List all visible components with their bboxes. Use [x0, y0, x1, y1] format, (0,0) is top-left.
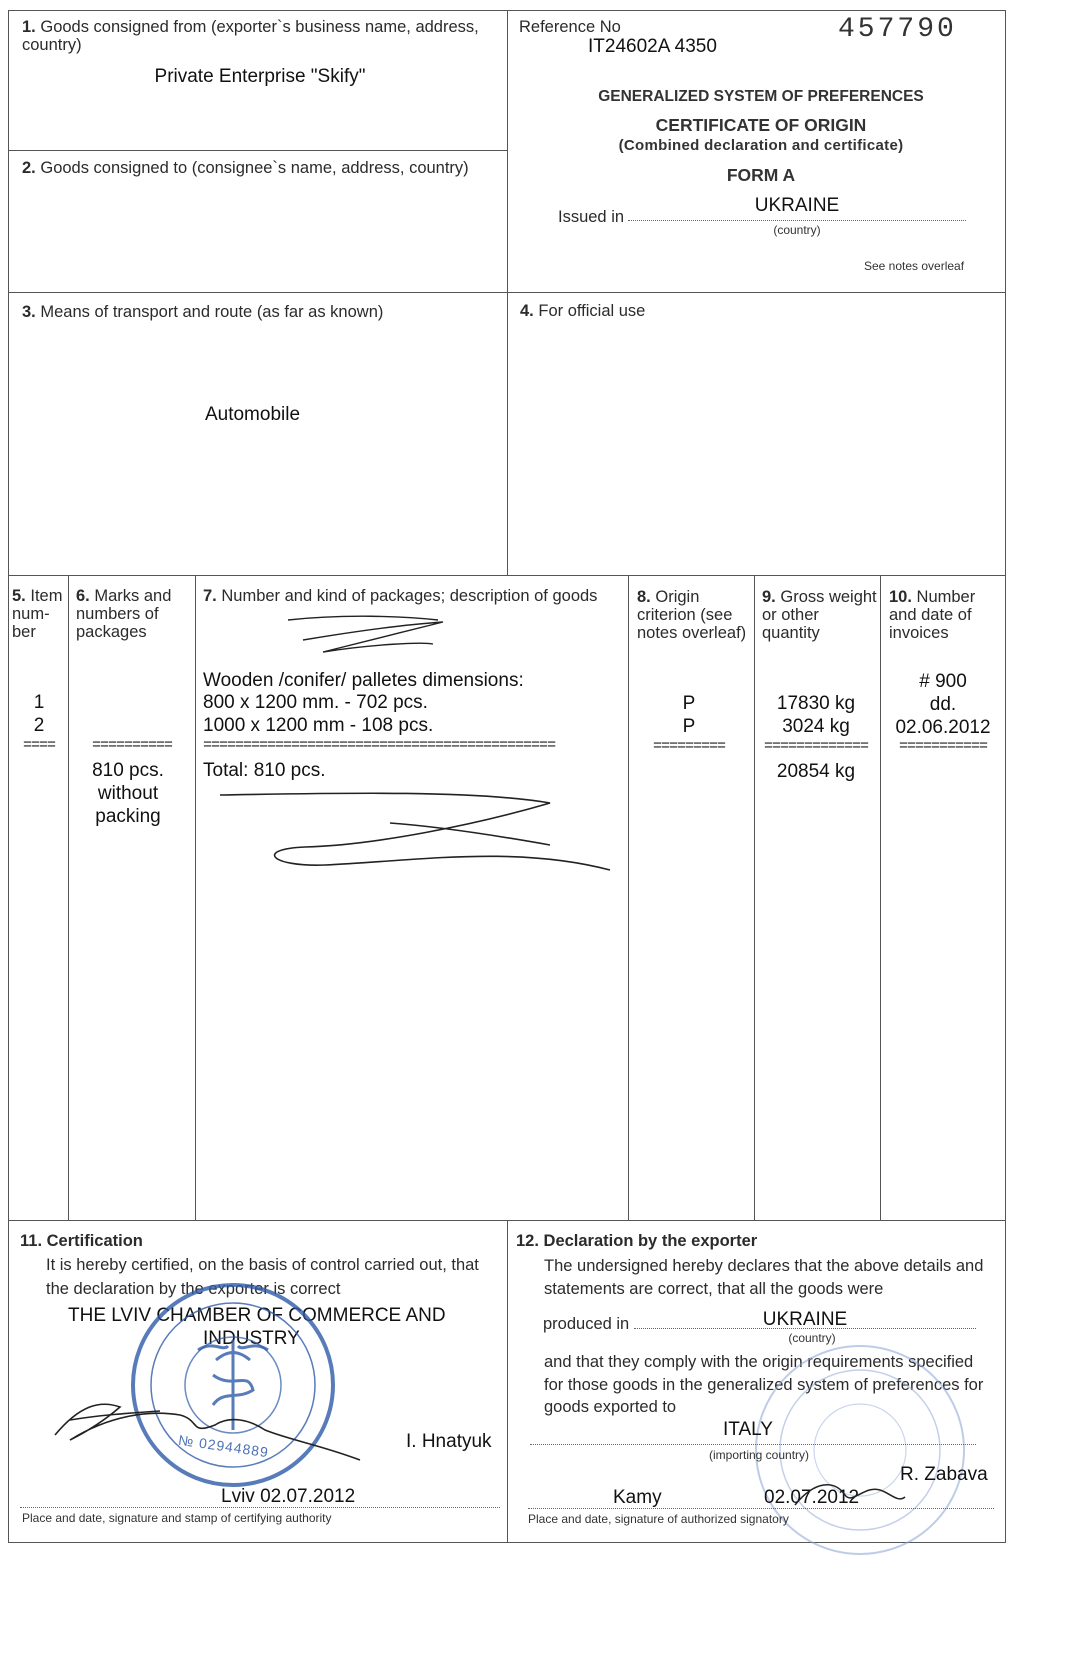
certification-place-date: Lviv 02.07.2012 — [221, 1486, 356, 1507]
col6-label: Marks and numbers of packages — [76, 587, 172, 641]
exporter-name: Private Enterprise "Skify" — [154, 66, 366, 87]
certificate-title: CERTIFICATE OF ORIGIN — [655, 115, 867, 135]
box12-text-5: goods exported to — [544, 1398, 677, 1416]
box4-number: 4. — [520, 302, 534, 320]
col6-header — [76, 587, 194, 641]
col5-separator: ==== — [22, 737, 55, 754]
marks-line-1: 810 pcs. — [92, 760, 164, 781]
box12-text-1: The undersigned hereby declares that the above details and — [544, 1257, 984, 1275]
col9-number: 9. — [762, 588, 776, 606]
dash-scribble-bottom — [215, 785, 615, 885]
col7-header — [203, 587, 623, 605]
gross-weight-2: 3024 kg — [782, 716, 850, 737]
invoice-number: # 900 — [919, 671, 967, 692]
col10-label: Number and date of invoices — [889, 588, 976, 642]
col5-header — [12, 587, 68, 641]
divider-box1-box2 — [8, 150, 507, 151]
goods-description-line-2: 1000 x 1200 mm - 108 pcs. — [203, 715, 434, 736]
col7-number: 7. — [203, 587, 217, 605]
box12-text-3: and that they comply with the origin requirements specified — [544, 1353, 974, 1371]
invoice-dd: dd. — [929, 694, 957, 715]
export-country: ITALY — [723, 1419, 773, 1440]
marks-line-2: without — [97, 783, 159, 804]
divider-mid-bottom — [507, 1220, 508, 1543]
issued-in-label: Issued in — [558, 208, 625, 226]
box3-number: 3. — [22, 303, 36, 321]
col10-separator: =========== — [898, 738, 988, 755]
col8-separator: ========= — [652, 738, 725, 755]
col10-number: 10. — [889, 588, 912, 606]
col6-separator: ========== — [91, 737, 172, 754]
col8-label: Origin criterion (see notes overleaf) — [637, 588, 747, 642]
gross-weight-1: 17830 kg — [776, 693, 856, 714]
importing-country-caption: (importing country) — [708, 1448, 810, 1462]
box12-caption: Place and date, signature of authorized signatory — [528, 1512, 789, 1526]
export-country-line — [530, 1444, 976, 1445]
box3-label — [22, 303, 497, 321]
invoice-date: 02.06.2012 — [895, 717, 991, 738]
dash-scribble-top — [283, 612, 463, 662]
box12-title — [516, 1232, 757, 1250]
origin-criterion-2: P — [682, 716, 696, 737]
issued-in-caption: (country) — [773, 223, 821, 237]
box12-number: 12. — [516, 1232, 539, 1250]
goods-description-line-1: 800 x 1200 mm. - 702 pcs. — [203, 692, 428, 713]
reference-number: IT24602A 4350 — [588, 36, 717, 57]
col8-header — [637, 588, 749, 642]
divider-col6 — [195, 575, 196, 1220]
declaration-place: Kamy — [613, 1487, 662, 1508]
gsp-title: GENERALIZED SYSTEM OF PREFERENCES — [598, 88, 924, 105]
item-number-2: 2 — [33, 715, 45, 736]
certifier-name: I. Hnatyuk — [406, 1431, 492, 1452]
col7-separator: ============================================ — [203, 737, 556, 754]
col9-separator: ============= — [763, 738, 869, 755]
marks-line-3: packing — [95, 806, 161, 827]
col5-label: Item num- ber — [12, 587, 63, 641]
box3-label-text: Means of transport and route (as far as known) — [40, 303, 384, 321]
box2-label-text: Goods consigned to (consignee`s name, address, country) — [40, 159, 469, 177]
exporter-signature — [790, 1475, 910, 1515]
box12-text-2: statements are correct, that all the goods were — [544, 1280, 884, 1298]
produced-in-caption: (country) — [788, 1331, 836, 1345]
box11-text-2: the declaration by the exporter is correct — [46, 1280, 341, 1298]
col10-header — [889, 588, 1004, 642]
gross-weight-total: 20854 kg — [776, 761, 856, 782]
transport-value: Automobile — [204, 404, 301, 425]
divider-col8 — [754, 575, 755, 1220]
exporter-signer-name: R. Zabava — [900, 1464, 988, 1485]
produced-in-label: produced in — [543, 1315, 630, 1333]
issued-in-line — [628, 220, 966, 221]
box12-title-text: Declaration by the exporter — [543, 1232, 758, 1250]
divider-col5 — [68, 575, 69, 1220]
serial-number: 457790 — [838, 14, 957, 45]
origin-criterion-1: P — [682, 693, 696, 714]
goods-total: Total: 810 pcs. — [203, 760, 326, 781]
stamp-code: № 02944889 — [177, 1431, 270, 1461]
col5-number: 5. — [12, 587, 26, 605]
box12-sign-line — [528, 1508, 994, 1509]
col6-number: 6. — [76, 587, 90, 605]
col8-number: 8. — [637, 588, 651, 606]
divider-col9 — [880, 575, 881, 1220]
box11-caption: Place and date, signature and stamp of certifying authority — [22, 1511, 332, 1525]
box4-label-text: For official use — [538, 302, 646, 320]
divider-row2 — [8, 292, 1006, 293]
certifier-signature — [40, 1385, 370, 1465]
box11-title-text: Certification — [46, 1232, 143, 1250]
box1-label-text: Goods consigned from (exporter`s business name, address, country) — [22, 18, 479, 54]
issued-in-country: UKRAINE — [754, 195, 840, 216]
col9-label: Gross weight or other quantity — [762, 588, 877, 642]
border-left — [8, 10, 9, 1543]
divider-col7 — [628, 575, 629, 1220]
box2-label — [22, 159, 497, 177]
box12-text-4: for those goods in the generalized system of preferences for — [544, 1376, 984, 1394]
certifying-authority-2: INDUSTRY — [203, 1328, 300, 1349]
certificate-subtitle: (Combined declaration and certificate) — [618, 137, 904, 154]
produced-in-country: UKRAINE — [762, 1309, 848, 1330]
form-title: FORM A — [726, 165, 796, 185]
box11-sign-line — [20, 1507, 500, 1508]
box1-label — [22, 18, 497, 54]
box2-number: 2. — [22, 159, 36, 177]
certifying-authority-1: THE LVIV CHAMBER OF COMMERCE AND — [68, 1305, 446, 1326]
col9-header — [762, 588, 880, 642]
box11-number: 11. — [20, 1232, 43, 1250]
border-right — [1005, 10, 1006, 1543]
col7-label: Number and kind of packages; description of goods — [221, 587, 598, 605]
see-notes: See notes overleaf — [864, 259, 965, 273]
divider-row3 — [8, 575, 1006, 576]
reference-label: Reference No — [519, 18, 621, 36]
box11-title — [20, 1232, 143, 1250]
box4-label — [520, 302, 645, 320]
goods-description-title: Wooden /conifer/ palletes dimensions: — [203, 670, 524, 691]
box1-number: 1. — [22, 18, 36, 36]
item-number-1: 1 — [33, 692, 45, 713]
declaration-date: 02.07.2012 — [764, 1487, 860, 1508]
box11-text-1: It is hereby certified, on the basis of control carried out, that — [46, 1256, 479, 1274]
